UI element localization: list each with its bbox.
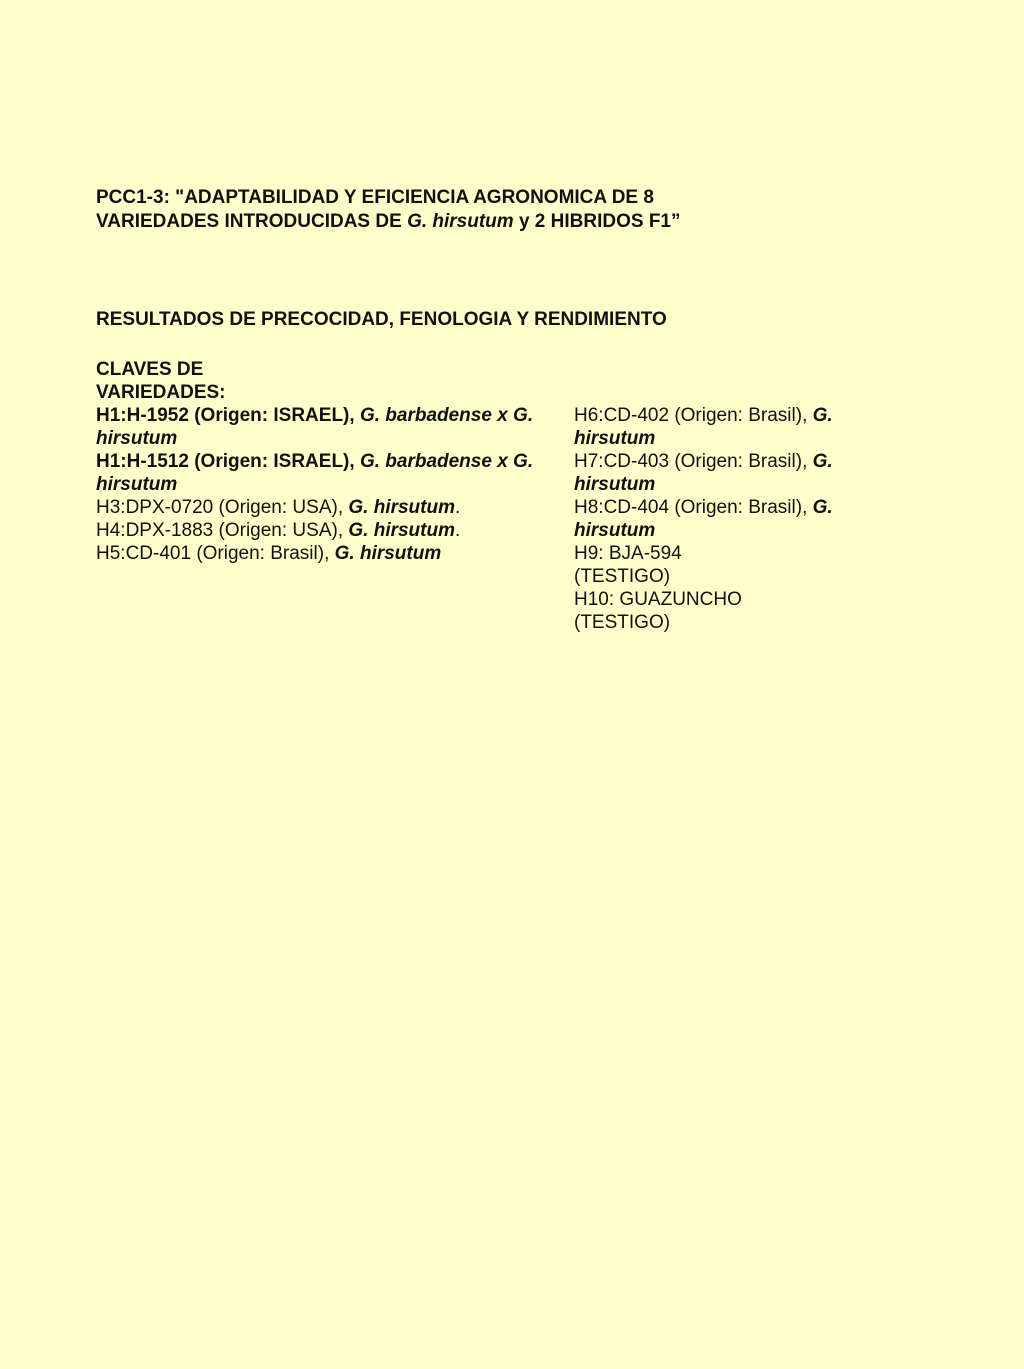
variety-code: H7:CD-403 (Origen: Brasil), xyxy=(574,451,813,472)
variety-code: H10: GUAZUNCHO (TESTIGO) xyxy=(574,589,742,633)
variety-code: H1:H-1512 (Origen: ISRAEL), xyxy=(96,451,360,472)
variety-species: G. barbadense x G. hirsutum xyxy=(96,451,534,495)
variety-species: G. hirsutum xyxy=(574,497,833,541)
variety-code: H5:CD-401 (Origen: Brasil), xyxy=(96,543,335,564)
variety-species: G. barbadense x G. hirsutum xyxy=(96,405,534,449)
document-page xyxy=(96,186,896,633)
title-species: G. hirsutum xyxy=(407,211,514,232)
variety-item-h1a xyxy=(96,404,556,450)
variety-species: G. hirsutum xyxy=(574,405,833,449)
variety-item-h3 xyxy=(96,496,556,519)
variety-list-left xyxy=(96,404,556,565)
variety-code: H1:H-1952 (Origen: ISRAEL), xyxy=(96,405,360,426)
title-prefix: PCC1-3: "ADAPTABILIDAD Y EFICIENCIA AGRONOMICA DE 8 VARIEDADES INTRODUCIDAS DE xyxy=(96,187,654,232)
variety-item-h9 xyxy=(574,542,724,588)
variety-keys-heading: CLAVES DE VARIEDADES: xyxy=(96,359,226,403)
variety-end: . xyxy=(455,497,461,518)
variety-item-h6 xyxy=(574,404,874,450)
variety-item-h10 xyxy=(574,588,774,634)
variety-item-h7 xyxy=(574,450,874,496)
variety-species: G. hirsutum xyxy=(348,520,455,541)
variety-end: . xyxy=(455,520,461,541)
title-suffix: y 2 HIBRIDOS F1” xyxy=(513,211,681,232)
variety-list-right xyxy=(574,404,874,634)
document-title xyxy=(96,186,736,234)
variety-code: H3:DPX-0720 (Origen: USA), xyxy=(96,497,349,518)
variety-code: H8:CD-404 (Origen: Brasil), xyxy=(574,497,813,518)
variety-code: H9: BJA-594 (TESTIGO) xyxy=(574,543,682,587)
document-subtitle: RESULTADOS DE PRECOCIDAD, FENOLOGIA Y RENDIMIENTO xyxy=(96,309,667,330)
variety-item-h8 xyxy=(574,496,874,542)
variety-code: H6:CD-402 (Origen: Brasil), xyxy=(574,405,813,426)
variety-species: G. hirsutum xyxy=(334,543,442,564)
variety-item-h5 xyxy=(96,542,556,565)
variety-species: G. hirsutum xyxy=(348,497,455,518)
variety-item-h1b xyxy=(96,450,556,496)
variety-item-h4 xyxy=(96,519,556,542)
variety-code: H4:DPX-1883 (Origen: USA), xyxy=(96,520,349,541)
variety-species: G. hirsutum xyxy=(574,451,833,495)
